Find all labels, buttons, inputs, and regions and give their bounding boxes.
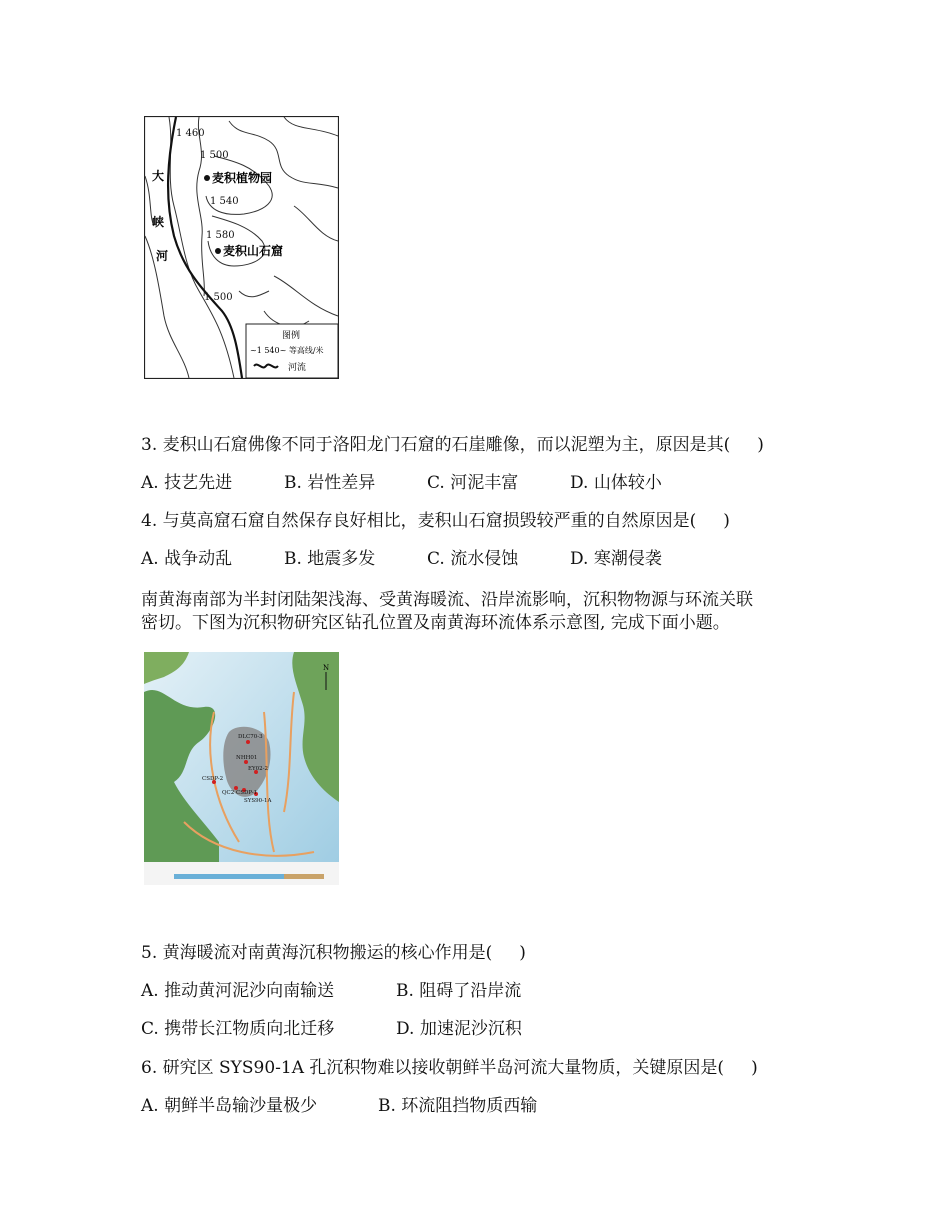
question-5-option-d[interactable]: D. 加速泥沙沉积 xyxy=(396,1019,522,1039)
question-6-option-b[interactable]: B. 环流阻挡物质西输 xyxy=(378,1096,538,1116)
north-arrow: N xyxy=(323,664,330,672)
river-label-char: 峡 xyxy=(152,215,165,229)
borehole-label: EY02-2 xyxy=(248,766,269,772)
question-3-option-a[interactable]: A. 技艺先进 xyxy=(141,473,233,493)
borehole-label: SYS90-1A xyxy=(244,798,272,804)
river-label-char: 河 xyxy=(156,249,169,263)
place-maiji-grottoes: 麦积山石窟 xyxy=(223,244,284,258)
question-3-stem: 3. 麦积山石窟佛像不同于洛阳龙门石窟的石崖雕像，而以泥塑为主，原因是其( ) xyxy=(141,435,764,455)
contour-map xyxy=(144,116,339,379)
yellow-sea-map xyxy=(144,652,339,885)
contour-map-figure xyxy=(144,116,339,379)
question-5-stem: 5. 黄海暖流对南黄海沉积物搬运的核心作用是( ) xyxy=(141,943,526,963)
question-4-option-c[interactable]: C. 流水侵蚀 xyxy=(427,549,519,569)
legend-contour: ~1 540~ 等高线/米 xyxy=(250,346,324,355)
question-3-option-d[interactable]: D. 山体较小 xyxy=(570,473,662,493)
question-5-option-a[interactable]: A. 推动黄河泥沙向南输送 xyxy=(141,981,335,1001)
question-5-option-b[interactable]: B. 阻碍了沿岸流 xyxy=(396,981,522,1001)
question-3-option-c[interactable]: C. 河泥丰富 xyxy=(427,473,519,493)
borehole-label: DLC70-3 xyxy=(238,734,263,740)
contour-label: 1 580 xyxy=(206,230,235,241)
yellow-sea-map-figure xyxy=(144,652,339,885)
borehole-label: CSDP-1 xyxy=(236,790,258,796)
question-6-option-a[interactable]: A. 朝鲜半岛输沙量极少 xyxy=(141,1096,318,1116)
river-label-char: 大 xyxy=(152,169,165,183)
map-legend xyxy=(144,862,339,885)
question-4-option-d[interactable]: D. 寒潮侵袭 xyxy=(570,549,662,569)
contour-label: 1 500 xyxy=(200,150,229,161)
question-4-stem: 4. 与莫高窟石窟自然保存良好相比，麦积山石窟损毁较严重的自然原因是( ) xyxy=(141,511,730,531)
borehole-label: NHH01 xyxy=(236,755,258,761)
passage-line-1: 南黄海南部为半封闭陆架浅海、受黄海暖流、沿岸流影响，沉积物物源与环流关联 xyxy=(141,590,753,610)
question-3-option-b[interactable]: B. 岩性差异 xyxy=(284,473,376,493)
passage-line-2: 密切。下图为沉积物研究区钻孔位置及南黄海环流体系示意图, 完成下面小题。 xyxy=(141,613,730,633)
place-botanical-garden: 麦积植物园 xyxy=(212,171,273,185)
contour-label: 1 500 xyxy=(204,292,233,303)
contour-label: 1 460 xyxy=(176,128,205,139)
question-6-stem: 6. 研究区 SYS90-1A 孔沉积物难以接收朝鲜半岛河流大量物质，关键原因是( ) xyxy=(141,1058,758,1078)
question-4-option-a[interactable]: A. 战争动乱 xyxy=(141,549,233,569)
question-5-option-c[interactable]: C. 携带长江物质向北迁移 xyxy=(141,1019,335,1039)
borehole-label: QC2 xyxy=(222,790,235,796)
legend-river: 河流 xyxy=(288,363,307,373)
borehole-label: CSDP-2 xyxy=(202,776,224,782)
legend-title: 图例 xyxy=(282,331,301,341)
question-4-option-b[interactable]: B. 地震多发 xyxy=(284,549,376,569)
contour-label: 1 540 xyxy=(210,196,239,207)
